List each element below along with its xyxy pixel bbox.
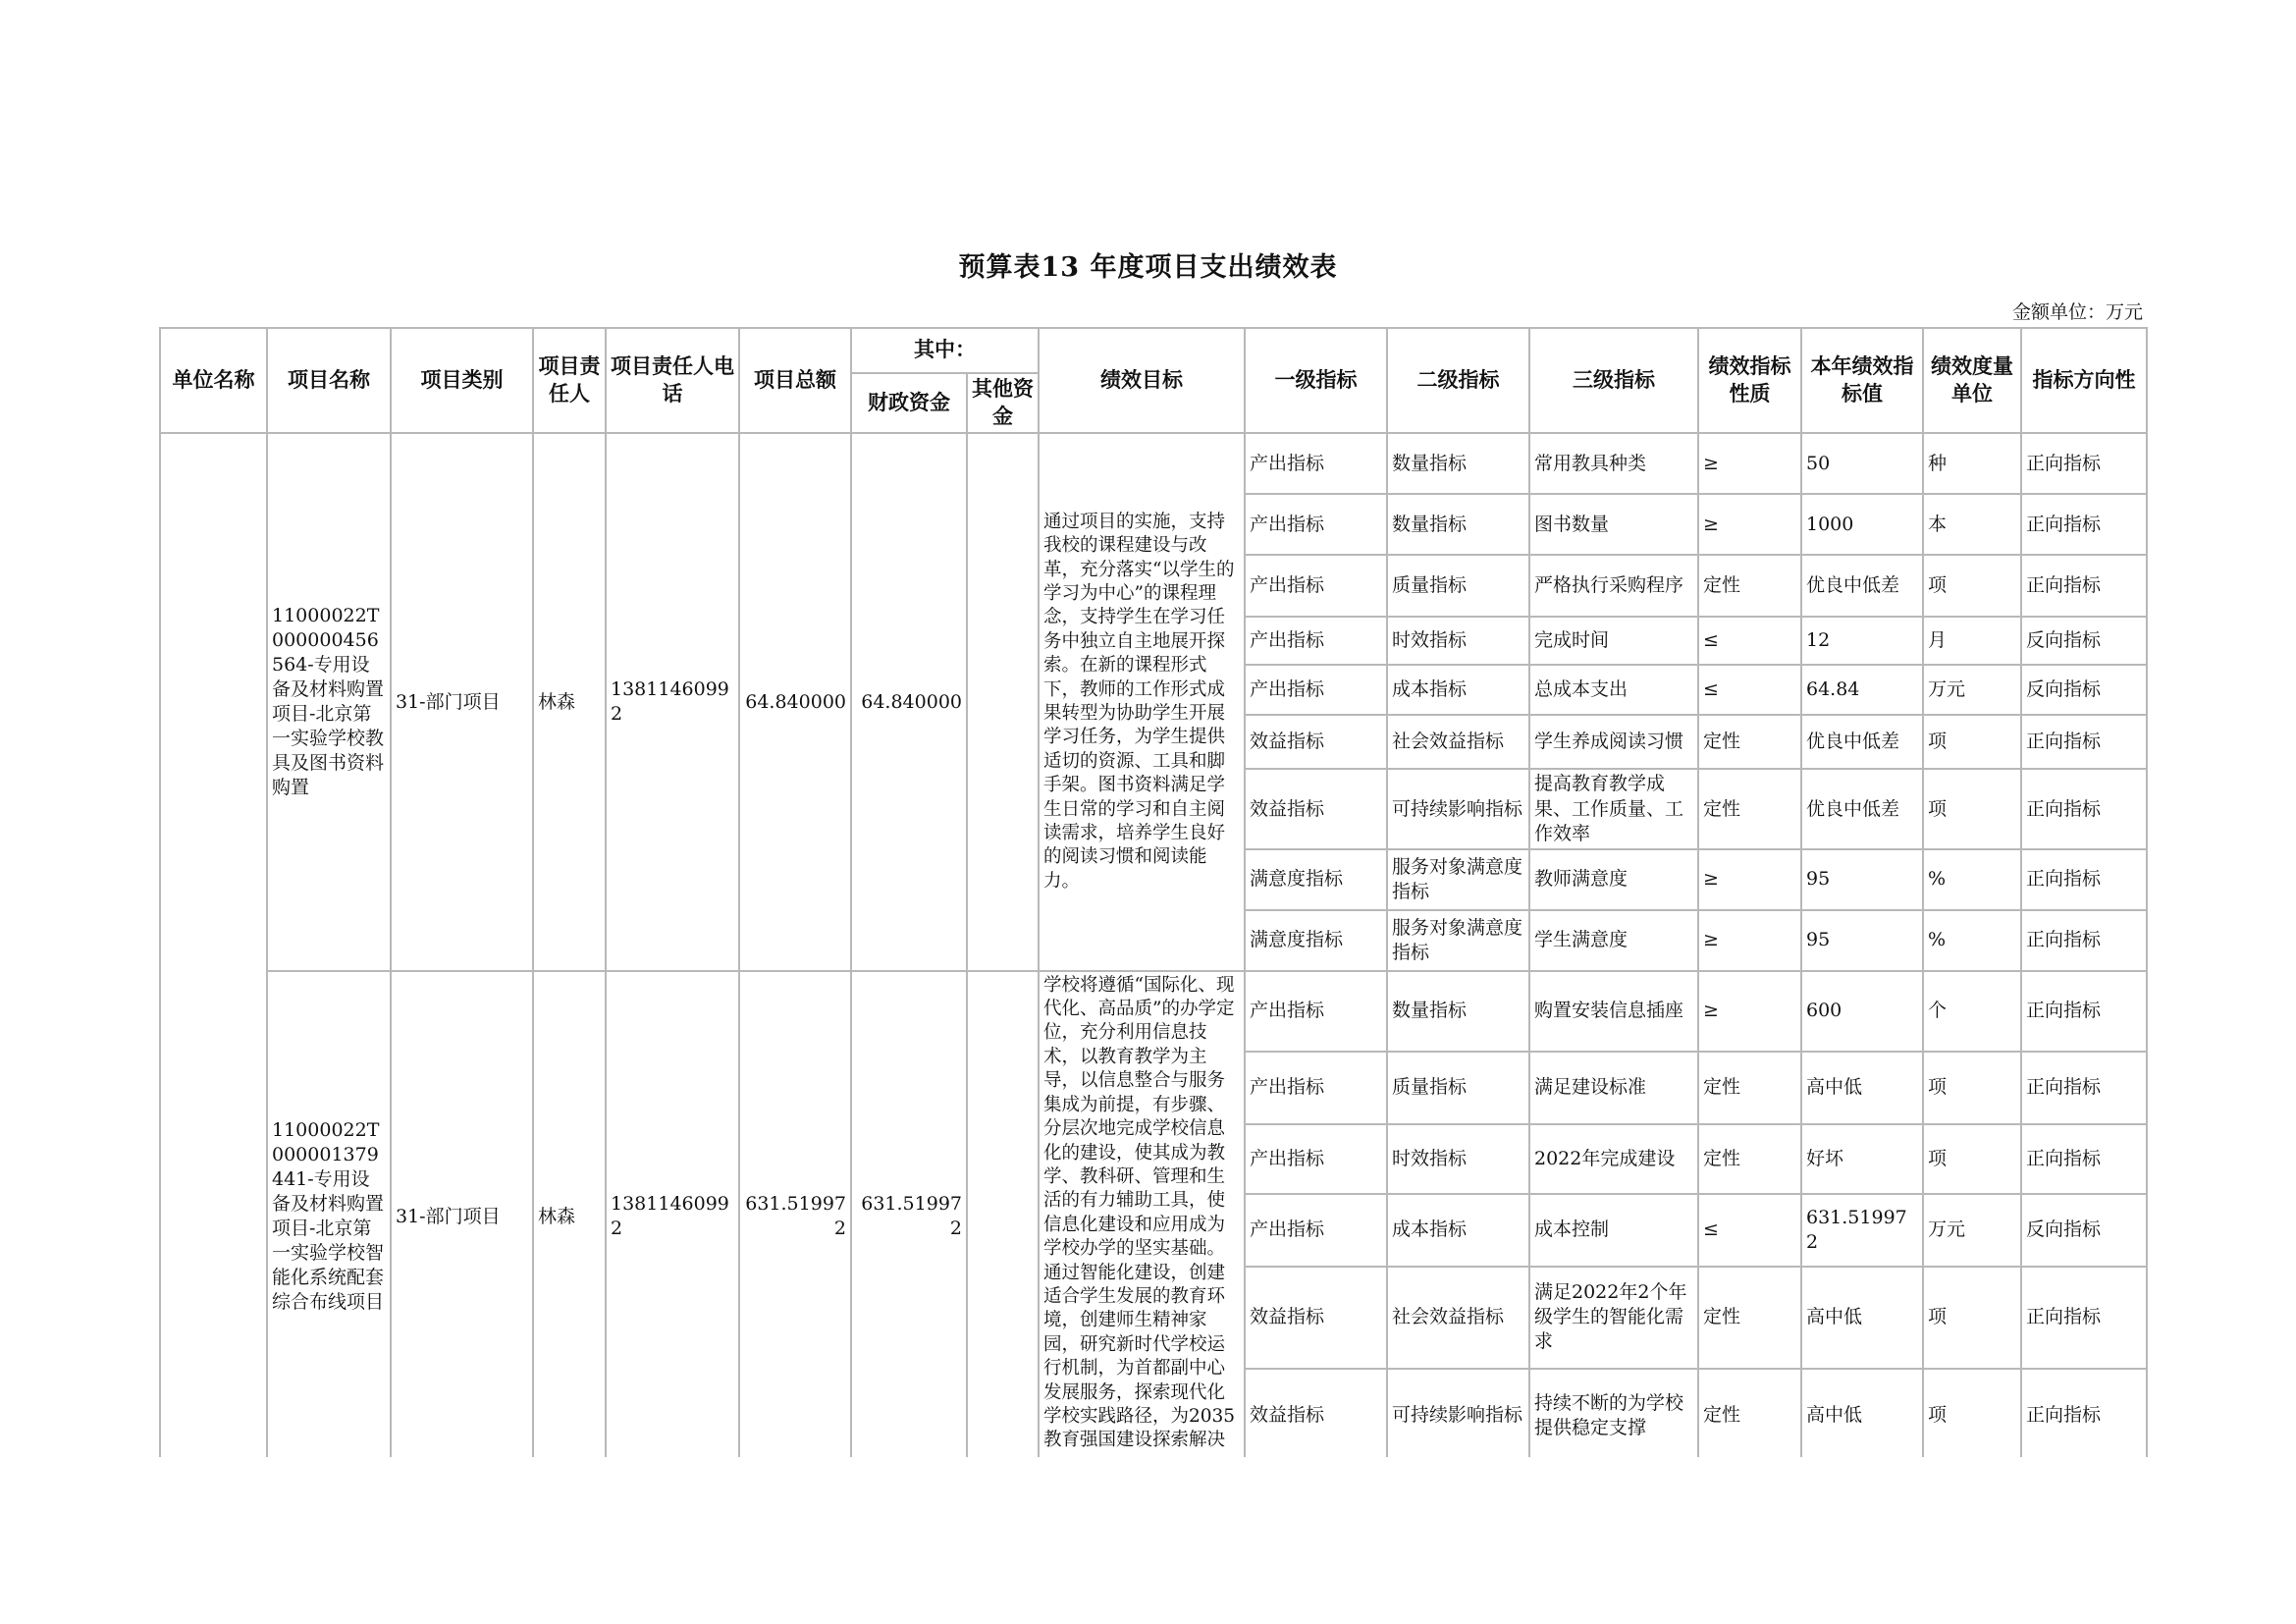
measure-unit-cell: 项	[1923, 1124, 2021, 1194]
direction-cell: 正向指标	[2021, 715, 2147, 769]
level2-cell: 可持续影响指标	[1387, 1369, 1529, 1457]
header-measure-unit: 绩效度量单位	[1923, 328, 2021, 433]
table-body	[160, 433, 2147, 1457]
level2-cell: 成本指标	[1387, 1194, 1529, 1267]
table-row	[160, 971, 2147, 1052]
nature-cell: ≤	[1698, 665, 1801, 715]
fiscal-cell: 631.519972	[851, 971, 967, 1457]
phone-cell: 13811460992	[606, 433, 739, 970]
nature-cell: ≥	[1698, 433, 1801, 494]
level1-cell: 满意度指标	[1245, 849, 1387, 910]
header-other: 其他资金	[967, 373, 1039, 433]
value-cell: 95	[1801, 910, 1923, 971]
level2-cell: 数量指标	[1387, 433, 1529, 494]
nature-cell: 定性	[1698, 769, 1801, 848]
value-cell: 631.519972	[1801, 1194, 1923, 1267]
level1-cell: 效益指标	[1245, 1369, 1387, 1457]
header-level2: 二级指标	[1387, 328, 1529, 433]
nature-cell: ≥	[1698, 494, 1801, 555]
level1-cell: 产出指标	[1245, 971, 1387, 1052]
direction-cell: 反向指标	[2021, 665, 2147, 715]
nature-cell: ≥	[1698, 910, 1801, 971]
direction-cell: 正向指标	[2021, 971, 2147, 1052]
nature-cell: 定性	[1698, 1124, 1801, 1194]
level2-cell: 时效指标	[1387, 1124, 1529, 1194]
level3-cell: 图书数量	[1529, 494, 1698, 555]
level2-cell: 服务对象满意度指标	[1387, 910, 1529, 971]
header-unit-name: 单位名称	[160, 328, 267, 433]
level2-cell: 社会效益指标	[1387, 1267, 1529, 1369]
level1-cell: 产出指标	[1245, 617, 1387, 665]
header-value: 本年绩效指标值	[1801, 328, 1923, 433]
value-cell: 50	[1801, 433, 1923, 494]
value-cell: 64.84	[1801, 665, 1923, 715]
measure-unit-cell: 项	[1923, 1369, 2021, 1457]
direction-cell: 正向指标	[2021, 769, 2147, 848]
level3-cell: 总成本支出	[1529, 665, 1698, 715]
header-phone: 项目责任人电话	[606, 328, 739, 433]
direction-cell: 反向指标	[2021, 617, 2147, 665]
level2-cell: 质量指标	[1387, 1052, 1529, 1124]
header-nature: 绩效指标性质	[1698, 328, 1801, 433]
value-cell: 600	[1801, 971, 1923, 1052]
measure-unit-cell: 万元	[1923, 665, 2021, 715]
nature-cell: 定性	[1698, 555, 1801, 617]
responsible-cell: 林森	[533, 433, 606, 970]
measure-unit-cell: 月	[1923, 617, 2021, 665]
project-name-cell: 11000022T000000456564-专用设备及材料购置项目-北京第一实验学校教具及图书资料购置	[267, 433, 391, 970]
direction-cell: 正向指标	[2021, 849, 2147, 910]
table-row	[160, 433, 2147, 494]
goal-cell: 通过项目的实施，支持我校的课程建设与改革，充分落实“以学生的学习为中心”的课程理念，支持学生在学习任务中独立自主地展开探索。在新的课程形式下，教师的工作形式成果转型为协助学生开展学习任务，为学生提供适切的资源、工具和脚手架。图书资料满足学生日常的学习和自主阅读需求，培养学生良好的阅读习惯和阅读能力。	[1039, 433, 1245, 970]
header-fiscal: 财政资金	[851, 373, 967, 433]
measure-unit-cell: 种	[1923, 433, 2021, 494]
measure-unit-cell: 本	[1923, 494, 2021, 555]
level3-cell: 满足建设标准	[1529, 1052, 1698, 1124]
level1-cell: 满意度指标	[1245, 910, 1387, 971]
level1-cell: 产出指标	[1245, 1194, 1387, 1267]
nature-cell: 定性	[1698, 1369, 1801, 1457]
level1-cell: 产出指标	[1245, 433, 1387, 494]
header-total: 项目总额	[739, 328, 851, 433]
level2-cell: 质量指标	[1387, 555, 1529, 617]
level1-cell: 产出指标	[1245, 665, 1387, 715]
other-fund-cell	[967, 433, 1039, 970]
direction-cell: 正向指标	[2021, 1267, 2147, 1369]
level3-cell: 学生养成阅读习惯	[1529, 715, 1698, 769]
level3-cell: 严格执行采购程序	[1529, 555, 1698, 617]
header-project-type: 项目类别	[391, 328, 533, 433]
level3-cell: 教师满意度	[1529, 849, 1698, 910]
level3-cell: 完成时间	[1529, 617, 1698, 665]
nature-cell: 定性	[1698, 1052, 1801, 1124]
header-among: 其中：	[851, 328, 1039, 373]
value-cell: 95	[1801, 849, 1923, 910]
direction-cell: 正向指标	[2021, 1052, 2147, 1124]
phone-cell: 13811460992	[606, 971, 739, 1457]
measure-unit-cell: 项	[1923, 1052, 2021, 1124]
measure-unit-cell: 万元	[1923, 1194, 2021, 1267]
measure-unit-cell: 个	[1923, 971, 2021, 1052]
nature-cell: ≤	[1698, 1194, 1801, 1267]
level1-cell: 产出指标	[1245, 1052, 1387, 1124]
goal-cell: 学校将遵循“国际化、现代化、高品质”的办学定位，充分利用信息技术，以教育教学为主导，以信息整合与服务集成为前提，有步骤、分层次地完成学校信息化的建设，使其成为教学、教科研、管理和生活的有力辅助工具，使信息化建设和应用成为学校办学的坚实基础。通过智能化建设，创建适合学生发展的教育环境，创建师生精神家园，研究新时代学校运行机制，为首都副中心发展服务，探索现代化学校实践路径，为2035教育强国建设探索解决	[1039, 971, 1245, 1457]
level2-cell: 成本指标	[1387, 665, 1529, 715]
direction-cell: 正向指标	[2021, 494, 2147, 555]
fiscal-cell: 64.840000	[851, 433, 967, 970]
unit-name-cell	[160, 433, 267, 1457]
responsible-cell: 林森	[533, 971, 606, 1457]
measure-unit-cell: 项	[1923, 715, 2021, 769]
measure-unit-cell: %	[1923, 910, 2021, 971]
other-fund-cell	[967, 971, 1039, 1457]
level2-cell: 社会效益指标	[1387, 715, 1529, 769]
level1-cell: 产出指标	[1245, 494, 1387, 555]
value-cell: 高中低	[1801, 1267, 1923, 1369]
measure-unit-cell: 项	[1923, 555, 2021, 617]
value-cell: 优良中低差	[1801, 715, 1923, 769]
measure-unit-cell: 项	[1923, 769, 2021, 848]
direction-cell: 正向指标	[2021, 910, 2147, 971]
nature-cell: ≥	[1698, 971, 1801, 1052]
value-cell: 高中低	[1801, 1369, 1923, 1457]
level2-cell: 服务对象满意度指标	[1387, 849, 1529, 910]
header-direction: 指标方向性	[2021, 328, 2147, 433]
header-responsible: 项目责任人	[533, 328, 606, 433]
amount-unit-label: 金额单位：万元	[2011, 301, 2143, 323]
level2-cell: 时效指标	[1387, 617, 1529, 665]
level1-cell: 产出指标	[1245, 1124, 1387, 1194]
level3-cell: 满足2022年2个年级学生的智能化需求	[1529, 1267, 1698, 1369]
project-type-cell: 31-部门项目	[391, 971, 533, 1457]
value-cell: 优良中低差	[1801, 769, 1923, 848]
value-cell: 好坏	[1801, 1124, 1923, 1194]
nature-cell: 定性	[1698, 715, 1801, 769]
header-goal: 绩效目标	[1039, 328, 1245, 433]
header-level1: 一级指标	[1245, 328, 1387, 433]
nature-cell: ≤	[1698, 617, 1801, 665]
level1-cell: 效益指标	[1245, 1267, 1387, 1369]
header-project-name: 项目名称	[267, 328, 391, 433]
measure-unit-cell: 项	[1923, 1267, 2021, 1369]
direction-cell: 正向指标	[2021, 555, 2147, 617]
level3-cell: 常用教具种类	[1529, 433, 1698, 494]
total-cell: 631.519972	[739, 971, 851, 1457]
header-level3: 三级指标	[1529, 328, 1698, 433]
level2-cell: 可持续影响指标	[1387, 769, 1529, 848]
level3-cell: 购置安装信息插座	[1529, 971, 1698, 1052]
level3-cell: 提高教育教学成果、工作质量、工作效率	[1529, 769, 1698, 848]
direction-cell: 正向指标	[2021, 1124, 2147, 1194]
value-cell: 高中低	[1801, 1052, 1923, 1124]
level1-cell: 产出指标	[1245, 555, 1387, 617]
level3-cell: 学生满意度	[1529, 910, 1698, 971]
direction-cell: 反向指标	[2021, 1194, 2147, 1267]
level3-cell: 成本控制	[1529, 1194, 1698, 1267]
value-cell: 12	[1801, 617, 1923, 665]
total-cell: 64.840000	[739, 433, 851, 970]
direction-cell: 正向指标	[2021, 1369, 2147, 1457]
level2-cell: 数量指标	[1387, 971, 1529, 1052]
direction-cell: 正向指标	[2021, 433, 2147, 494]
performance-table	[159, 327, 2148, 1457]
nature-cell: ≥	[1698, 849, 1801, 910]
level3-cell: 2022年完成建设	[1529, 1124, 1698, 1194]
project-type-cell: 31-部门项目	[391, 433, 533, 970]
level1-cell: 效益指标	[1245, 715, 1387, 769]
measure-unit-cell: %	[1923, 849, 2021, 910]
level3-cell: 持续不断的为学校提供稳定支撑	[1529, 1369, 1698, 1457]
value-cell: 1000	[1801, 494, 1923, 555]
page-title: 预算表13 年度项目支出绩效表	[958, 252, 1338, 283]
nature-cell: 定性	[1698, 1267, 1801, 1369]
value-cell: 优良中低差	[1801, 555, 1923, 617]
level1-cell: 效益指标	[1245, 769, 1387, 848]
project-name-cell: 11000022T000001379441-专用设备及材料购置项目-北京第一实验学校智能化系统配套综合布线项目	[267, 971, 391, 1457]
level2-cell: 数量指标	[1387, 494, 1529, 555]
